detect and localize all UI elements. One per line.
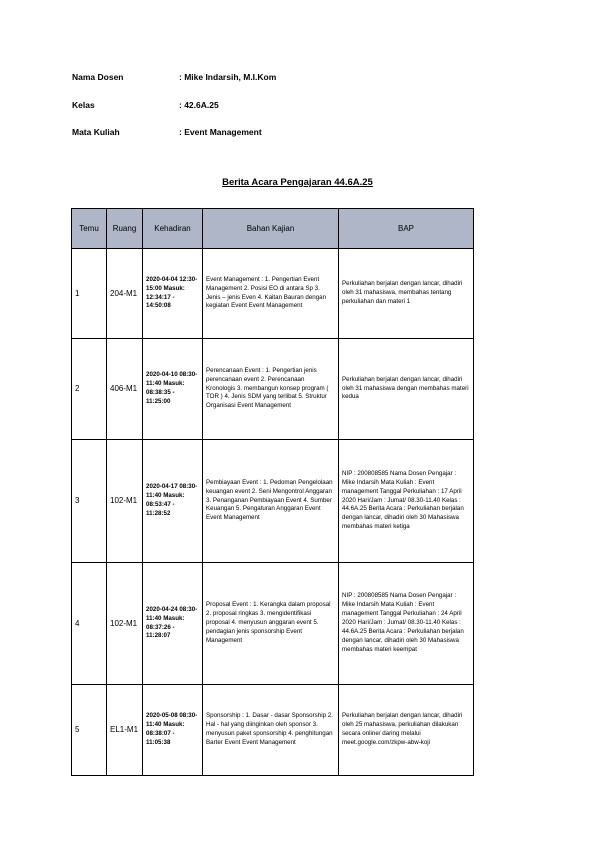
kelas-label: Kelas	[72, 99, 95, 110]
column-header-kehadiran: Kehadiran	[143, 209, 203, 249]
dosen-label: Nama Dosen	[72, 72, 124, 82]
ruang-cell: 102-M1	[107, 440, 143, 563]
column-header-ruang: Ruang	[107, 209, 143, 249]
bap-cell: NIP : 200808585 Nama Dosen Pengajar : Mike Indarsih Mata Kuliah : Event management Tanggal Perkuliahan : 17 April 2020 Hari/Jam : Jumat/ 08.30-11.40 Kelas : 44.6A.25 Berita Acara : Perkuliahan berjalan dengan lancar, dihadiri oleh 30 Mahasiswa membahas materi ketiga	[339, 440, 474, 563]
temu-cell: 3	[72, 440, 107, 563]
matkul-label: Mata Kuliah	[72, 127, 120, 137]
bahan-kajian-cell: Proposal Event : 1. Kerangka dalam proposal 2. proposal ringkas 3. mengidentifikasi proposal 4. menyusun anggaran event 5. pendagian jenis sponsorship Event Management	[203, 563, 339, 685]
bahan-kajian-cell: Event Management : 1. Pengertian Event Management 2. Posisi EO di antara Sp 3. Jenis – jenis Even 4. Kaitan Bauran dengan kegiatan Event Event Management	[203, 249, 339, 339]
temu-cell: 5	[72, 685, 107, 776]
attendance-table	[71, 208, 474, 776]
kehadiran-cell: 2020-05-08 08:30-11:40 Masuk: 08:38:07 - 11:05:38	[143, 685, 203, 776]
matkul-value: : Event Management	[179, 127, 262, 137]
ruang-cell: 204-M1	[107, 249, 143, 339]
temu-cell: 2	[72, 339, 107, 440]
bap-cell: Perkuliahan berjalan dengan lancar, dihadiri oleh 25 mahasiswa, perkuliahan dilakukan secara online/ daring melalui meet.google.com/zkpw-abw-koji	[339, 685, 474, 776]
table-header-row	[72, 209, 474, 249]
bap-cell: NIP : 200808585 Nama Dosen Pengajar : Mike Indarsih Mata Kuliah : Event management Tanggal Perkuliahan : 24 April 2020 Hari/Jam : Jumat/ 08.30-11.40 Kelas : 44.6A.25 Berita Acara : Perkuliahan berjalan dengan lancar, dihadiri oleh 30 Mahasiswa membahas materi keempat	[339, 563, 474, 685]
kehadiran-cell: 2020-04-17 08:30-11:40 Masuk: 08:53:47 - 11:28:52	[143, 440, 203, 563]
table-row	[72, 249, 474, 339]
kelas-row	[72, 100, 276, 128]
course-info	[72, 72, 276, 155]
dosen-row	[72, 72, 276, 100]
page-title: Berita Acara Pengajaran 44.6A.25	[222, 177, 373, 188]
temu-cell: 4	[72, 563, 107, 685]
kehadiran-cell: 2020-04-04 12:30-15:00 Masuk: 12:34:17 - 14:50:08	[143, 249, 203, 339]
bap-cell: Perkuliahan berjalan dengan lancar, dihadiri oleh 31 mahasiswa, membahas tentang perkuliahan dan materi 1	[339, 249, 474, 339]
kelas-value: : 42.6A.25	[179, 99, 219, 110]
kehadiran-cell: 2020-04-24 08:30-11:40 Masuk: 08:37:26 - 11:28:07	[143, 563, 203, 685]
ruang-cell: 406-M1	[107, 339, 143, 440]
kehadiran-cell: 2020-04-10 08:30-11:40 Masuk: 08:38:35 - 11:25:00	[143, 339, 203, 440]
temu-cell: 1	[72, 249, 107, 339]
dosen-value: : Mike Indarsih, M.I.Kom	[179, 72, 277, 82]
ruang-cell: 102-M1	[107, 563, 143, 685]
matkul-row	[72, 127, 276, 155]
table-row	[72, 339, 474, 440]
column-header-temu: Temu	[72, 209, 107, 249]
table-row	[72, 440, 474, 563]
ruang-cell: EL1-M1	[107, 685, 143, 776]
bahan-kajian-cell: Sponsorship : 1. Dasar - dasar Sponsorship 2. Hal - hal yang diinginkan oleh sponsor 3. menyusun paket sponsorship 4. penghitungan Barter Event Event Management	[203, 685, 339, 776]
bap-cell: Perkuliahan berjalan dengan lancar, dihadiri oleh 31 mahasiswa dengan membahas materi kedua	[339, 339, 474, 440]
table-row	[72, 563, 474, 685]
column-header-bap: BAP	[339, 209, 474, 249]
bahan-kajian-cell: Pembiayaan Event : 1. Pedoman Pengelolaan keuangan event 2. Seni Mengontrol Anggaran 3. Penanganan Pembiayaan Event 4. Sumber Keuangan 5. Pengaturan Anggaran Event Event Management	[203, 440, 339, 563]
table-row	[72, 685, 474, 776]
bahan-kajian-cell: Perencanaan Event : 1. Pengertian jenis perencanaan event 2. Perencanaan Kronologis 3. membangun konsep program ( TOR ) 4. Jenis SDM yang terlibat 5. Struktur Organisasi Event Management	[203, 339, 339, 440]
column-header-bahan-kajian: Bahan Kajian	[203, 209, 339, 249]
